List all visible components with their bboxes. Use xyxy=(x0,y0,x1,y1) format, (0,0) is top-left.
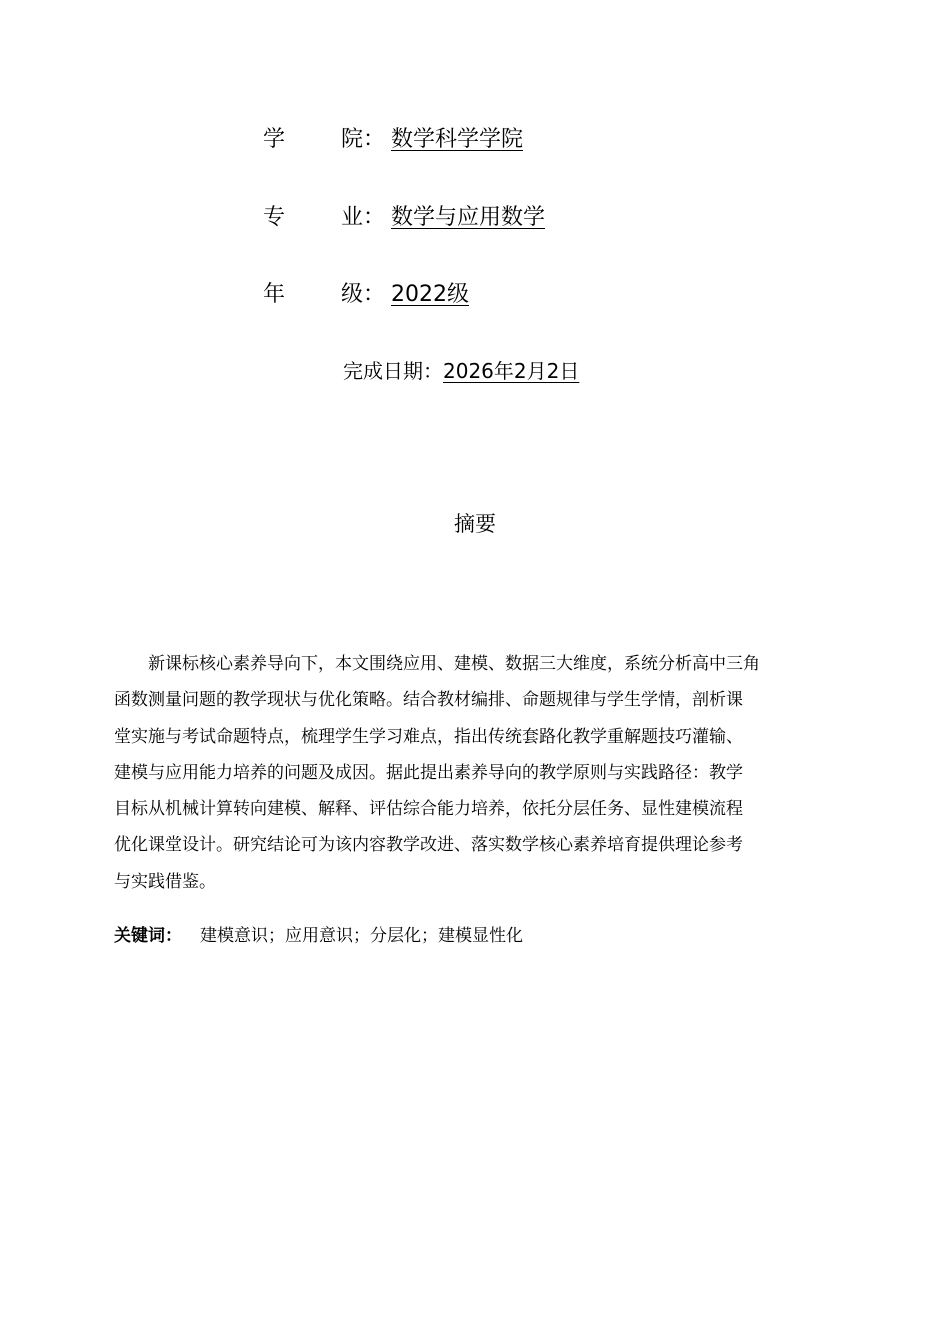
grade-row xyxy=(263,279,481,311)
keywords xyxy=(114,920,523,952)
keywords-value: 建模意识；应用意识；分层化；建模显性化 xyxy=(200,926,523,946)
abstract-line: 建模与应用能力培养的问题及成因。据此提出素养导向的教学原则与实践路径：教学 xyxy=(114,762,743,783)
abstract-line: 新课标核心素养导向下，本文围绕应用、建模、数据三大维度，系统分析高中三角 xyxy=(148,654,760,674)
college-label: 学 院： xyxy=(263,127,386,152)
abstract-line: 与实践借鉴。 xyxy=(114,871,216,892)
abstract-line: 目标从机械计算转向建模、解释、评估综合能力培养，依托分层任务、显性建模流程 xyxy=(114,799,743,820)
college-row xyxy=(263,124,535,156)
abstract-line: 堂实施与考试命题特点，梳理学生学习难点，指出传统套路化教学重解题技巧灌输、 xyxy=(114,726,743,747)
completion-date-row xyxy=(343,355,579,387)
completion-date-label: 完成日期： xyxy=(343,359,443,383)
abstract-line: 函数测量问题的教学现状与优化策略。结合教材编排、命题规律与学生学情，剖析课 xyxy=(114,690,743,711)
keywords-label: 关键词： xyxy=(114,926,182,946)
abstract-title: 摘要 xyxy=(454,512,496,536)
major-label: 专 业： xyxy=(263,205,386,230)
abstract-body xyxy=(114,646,836,900)
major-value: 数学与应用数学 xyxy=(391,205,546,230)
college-value: 数学科学学院 xyxy=(391,127,524,152)
grade-value: 2022级 xyxy=(391,282,469,307)
major-row xyxy=(263,202,557,234)
grade-label: 年 级： xyxy=(263,282,386,307)
completion-date-value: 2026年2月2日 xyxy=(443,359,580,383)
abstract-line: 优化课堂设计。研究结论可为该内容教学改进、落实数学核心素养培育提供理论参考 xyxy=(114,835,743,856)
